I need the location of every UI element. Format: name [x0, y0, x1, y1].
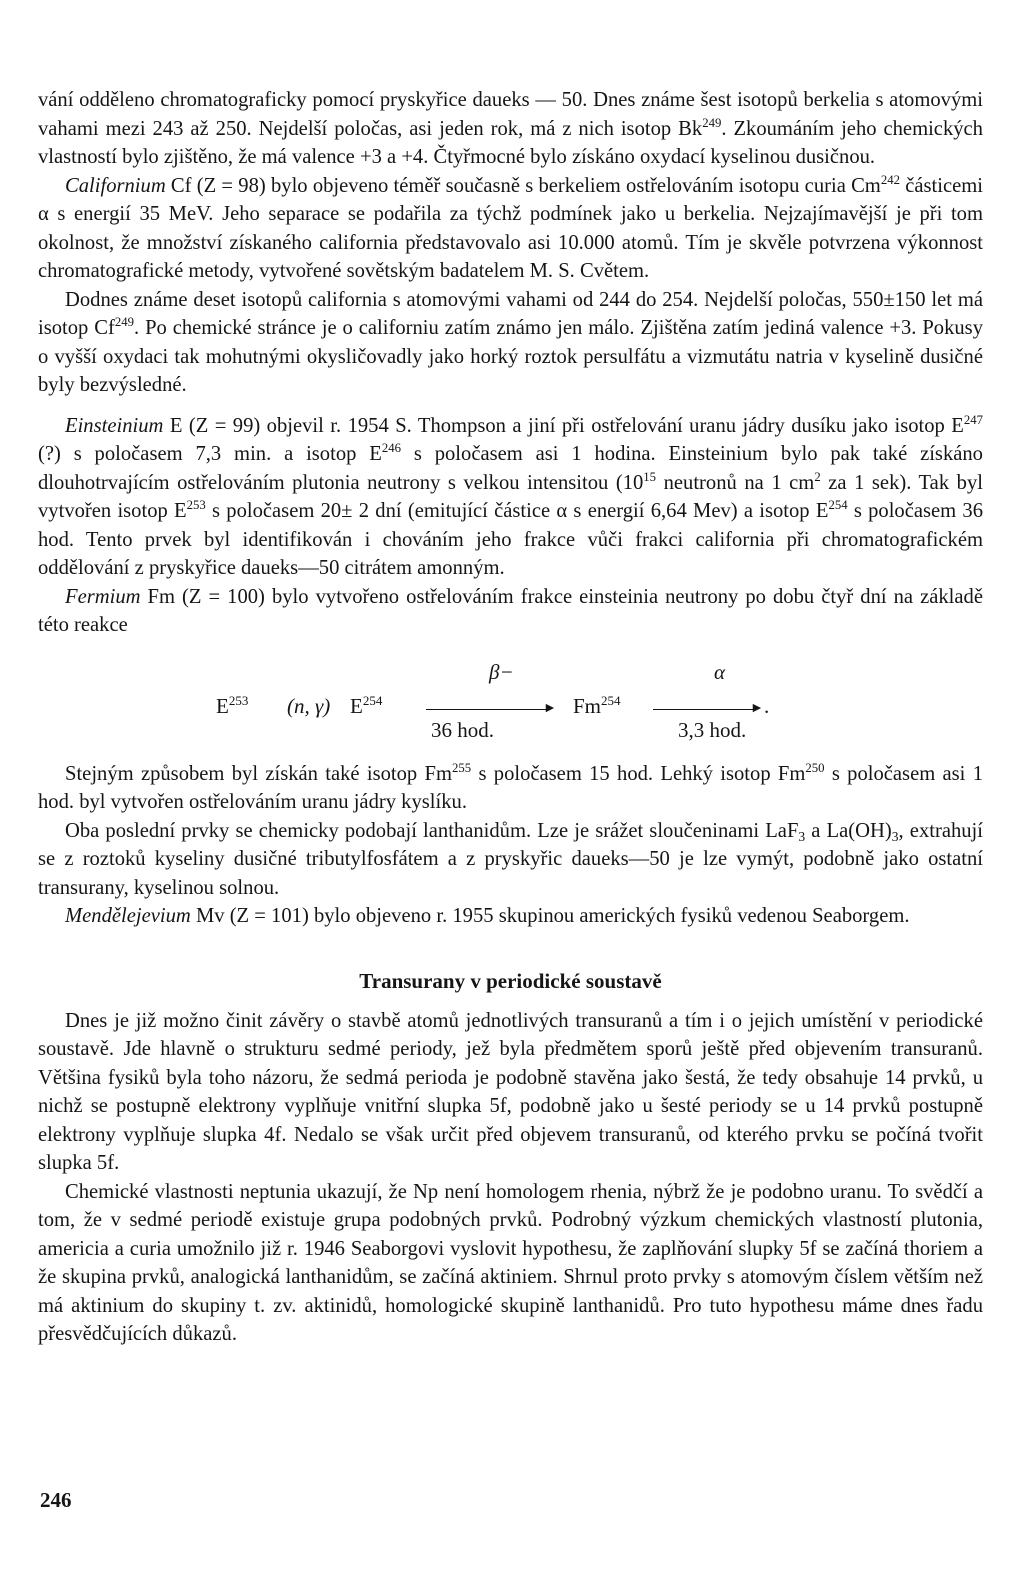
reaction-n-gamma: (n, γ) [287, 693, 331, 718]
reactant-einsteinium-253: $E^{253}$ [216, 692, 249, 718]
alpha-decay-label: α [714, 659, 726, 684]
beta-decay-label: β− [489, 659, 514, 684]
term-mendelevium: Mendělejevium [65, 905, 191, 927]
paragraph-einsteinium: Einsteinium E (Z = 99) objevil r. 1954 S. Thompson a jiní při ostřelování uranu jádry dusíku jako isotop $E^{247}$ (?) s poločasem 7,3 min. a isotop $E^{246}$ s poločasem asi 1 hodina. Einsteinium bylo pak také získáno dlouhotrvajícím ostřelováním plutonia neutrony s velkou intensitou ($10^{15}$ neutronů na 1 $cm^2$ za 1 sek). Tak byl vytvořen isotop $E^{253}$ s poločasem 20± 2 dní (emitující částice α s energií 6,64 Mev) a isotop $E^{254}$ s poločasem 36 hod. Tento prvek byl identifikován i chováním jeho frakce vůči frakci california při chromatografickém oddělování z pryskyřice daueks—50 citrátem amonným. [38, 412, 983, 579]
page-number: 246 [40, 1488, 72, 1512]
beta-decay-time: 36 hod. [431, 717, 494, 742]
term-fermium: Fermium [65, 585, 141, 608]
alpha-decay-time: 3,3 hod. [678, 717, 747, 742]
paragraph-fermium-isotopes: Stejným způsobem byl získán také isotop Fm$^{255}$ s poločasem 15 hod. Lehký isotop Fm$^{250}$ s poločasem asi 1 hod. byl vytvořen ostřelováním uranu jádry kyslíku. [38, 760, 983, 813]
paragraph-fermium: Fermium Fm (Z = 100) bylo vytvořeno ostřelováním frakce einsteinia neutrony po dobu čtyř dní na základě této reakce [38, 585, 983, 636]
beta-decay-arrow [426, 709, 546, 710]
arrow-head-icon: ► [543, 700, 557, 716]
equation-end-mark: . [764, 693, 770, 718]
paragraph-mendelevium: Mendělejevium Mv (Z = 101) bylo objeveno r. 1955 skupinou amerických fysiků vedenou Seaborgem. [65, 905, 910, 927]
page-content [38, 86, 983, 1349]
paragraph-berkelium-continued: vání odděleno chromatograficky pomocí pryskyřice daueks — 50. Dnes známe šest isotopů berkelia s atomovými vahami mezi 243 až 250. Nejdelší poločas, asi jeden rok, má z nich isotop Bk$^{249}$. Zkoumáním jeho chemických vlastností bylo zjištěno, že má valence +3 a +4. Čtyřmocné bylo získáno oxydací kyselinou dusičnou. [38, 89, 983, 168]
paragraph-californium-isotopes: Dodnes známe deset isotopů california s atomovými vahami od 244 do 254. Nejdelší poločas, 550±150 let má isotop Cf$^{249}$. Po chemické stránce je o californiu zatím známo jen málo. Zjištěna zatím jediná valence +3. Pokusy o vyšší oxydaci tak mohutnými okysličovadly jako horký roztok persulfátu a vizmutátu natria v kyselině dusičné byly bezvýsledné. [38, 288, 983, 396]
intermediate-einsteinium-254: $E^{254}$ [350, 692, 383, 718]
nuclear-reaction-equation [38, 652, 983, 740]
product-fermium-254: Fm$^{254}$ [573, 692, 621, 718]
arrow-head-icon: ► [750, 700, 764, 716]
section-heading: Transurany v periodické soustavě [359, 968, 662, 993]
paragraph-lanthanide-similarity: Oba poslední prvky se chemicky podobají lanthanidům. Lze je srážet sloučeninami LaF$_3$ a $La(OH)_3$, extrahují se z roztoků kyseliny dusičné tributylfosfátem a z pryskyřic daueks—50 je lze vymýt, podobně jako ostatní transurany, kyselinou solnou. [38, 819, 983, 899]
paragraph-actinide-hypothesis: Chemické vlastnosti neptunia ukazují, že Np není homologem rhenia, nýbrž že je podobno uranu. To svědčí a tom, že v sedmé periodě existuje grupa podobných prvků. Podrobný výzkum chemických vlastností plutonia, americia a curia umožnilo již r. 1946 Seaborgovi vyslovit hypothesu, že zaplňování slupky 5f se začíná thoriem a že skupina prvků, analogická lanthanidům, se začíná aktiniem. Shrnul proto prvky s atomovým číslem větším než má aktinium do skupiny t. zv. aktinidů, homologické skupině lanthanidů. Pro tuto hypothesu máme dnes řadu přesvědčujících důkazů. [38, 1180, 983, 1345]
paragraph-californium: Californium Cf (Z = 98) bylo objeveno téměř současně s berkeliem ostřelováním isotopu curia Cm$^{242}$ částicemi α s energií 35 MeV. Jeho separace se podařila za týchž podmínek jako u berkelia. Nejzajímavější je při tom okolnost, že množství získaného california představovalo asi 10.000 atomů. Tím je skvěle potvrzena výkonnost chromatografické metody, vytvořené sovětským badatelem M. S. Cvětem. [38, 172, 983, 282]
term-californium: Californium [65, 174, 166, 197]
term-einsteinium: Einsteinium [65, 414, 164, 437]
alpha-decay-arrow [653, 709, 753, 710]
paragraph-seventh-period: Dnes je již možno činit závěry o stavbě atomů jednotlivých transuranů a tím i o jejich umístění v periodické soustavě. Jde hlavně o strukturu sedmé periody, jež byla předmětem sporů ještě před objevením transuranů. Většina fysiků byla toho názoru, že sedmá perioda je podobně stavěna jako šestá, že tedy obsahuje 14 prvků, u nichž se postupně elektrony vyplňuje vnitřní slupka 5f, podobně jako u šesté periody se u 14 prvků postupně elektrony vyplňuje slupka 4f. Nedalo se však určit před objevem transuranů, od kterého prvku se počíná tvořit slupka 5f. [38, 1009, 983, 1174]
